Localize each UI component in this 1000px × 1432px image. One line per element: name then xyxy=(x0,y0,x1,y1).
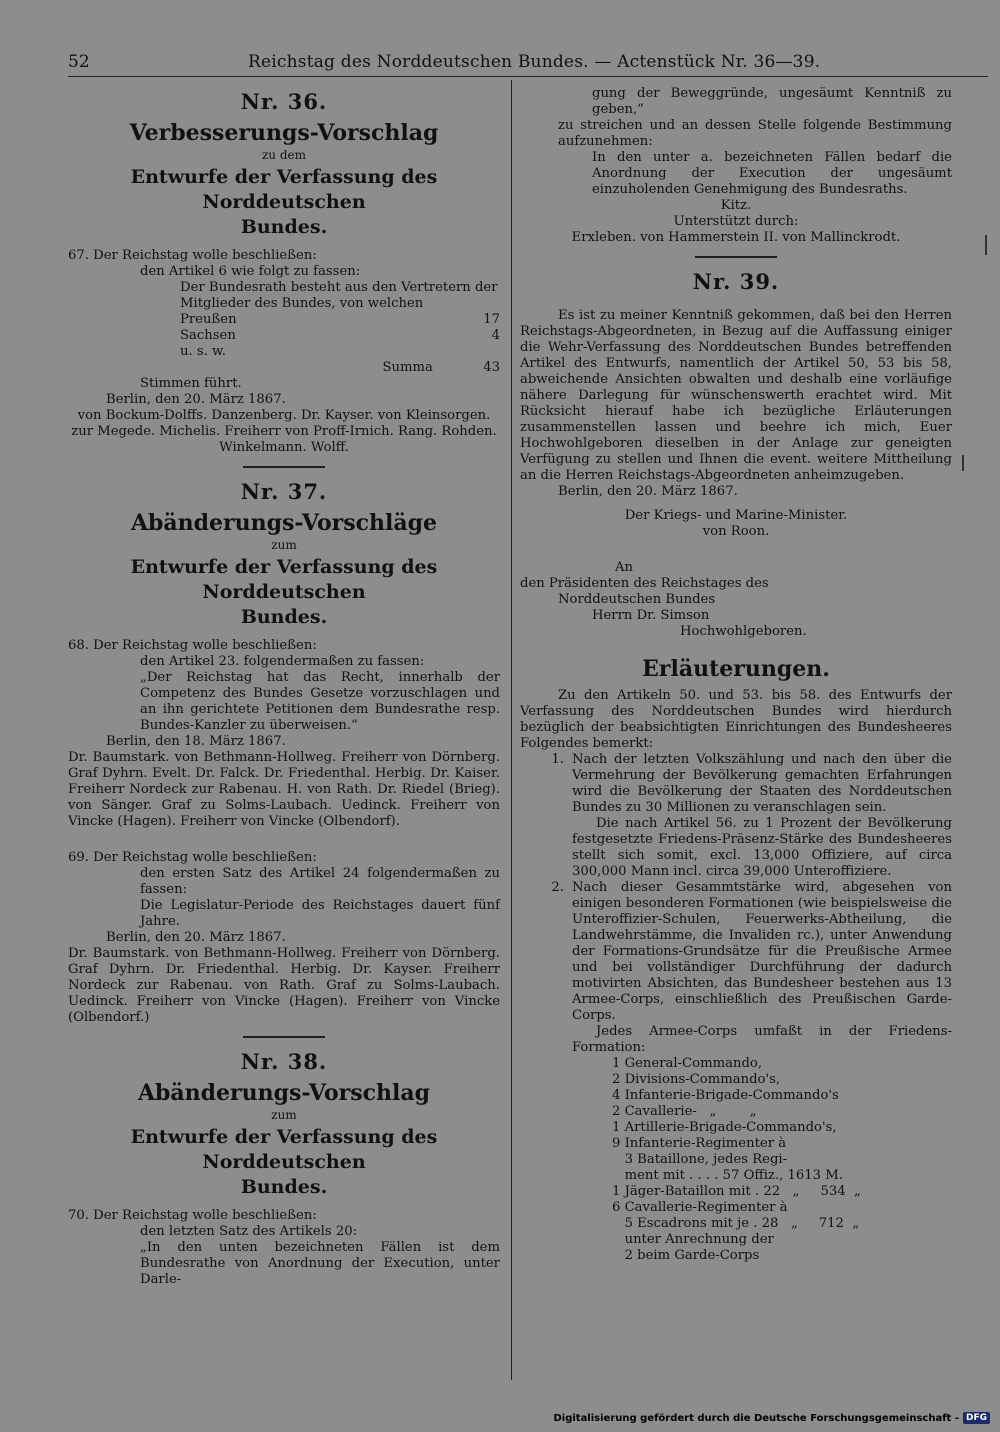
erl-intro: Zu den Artikeln 50. und 53. bis 58. des Entwurfs der Verfassung des Norddeutschen Bundes wird hierdurch bezüglich der beabsichtigten Einrichtungen des Bundesheeres Folgendes bemerkt: xyxy=(520,688,952,751)
list-item: 1 General-Commando, xyxy=(612,1056,763,1071)
subtitle-nr38-2: Bundes. xyxy=(240,1176,328,1198)
seat-row-preussen: Preußen 17 xyxy=(180,312,500,327)
heading-nr38: Nr. 38. xyxy=(240,1049,328,1074)
separator xyxy=(695,256,777,258)
motion-67-end: Stimmen führt. xyxy=(140,376,242,391)
address-line1: den Präsidenten des Reichstages des xyxy=(520,576,769,591)
margin-mark xyxy=(962,455,964,471)
motion-69-text: Die Legislatur-Periode des Reichstages dauert fünf Jahre. xyxy=(140,898,500,929)
title-nr36: Verbesserungs-Vorschlag xyxy=(129,120,439,146)
margin-mark xyxy=(985,235,987,255)
motion-68: 68. Der Reichstag wolle beschließen: xyxy=(68,638,317,653)
title-nr38: Abänderungs-Vorschlag xyxy=(137,1080,431,1106)
heading-nr37: Nr. 37. xyxy=(240,479,328,504)
list-item: 2 Cavallerie- „ „ xyxy=(612,1104,757,1119)
erl-item-2: 2. Nach dieser Gesammtstärke wird, abgesehen von einigen besonderen Formationen (wie beispielsweise die Unteroffizier-Schulen, Feuerwerks-Abtheilung, die Landwehrstämme, die Invaliden rc.), unter Anwendung der Formations-Grundsätze für die Preußische Armee und bei vollständiger Durchführung der dadurch motivirten Absichten, das Bundesheer bestehen aus 13 Armee-Corps, einschließlich des Preußischen Garde-Corps. xyxy=(551,880,952,1023)
footer-credit xyxy=(553,1412,990,1424)
minister-signature: von Roon. xyxy=(702,524,770,539)
separator xyxy=(243,1036,325,1038)
list-item: 2 beim Garde-Corps xyxy=(612,1248,760,1263)
subtitle-nr37-2: Bundes. xyxy=(240,606,328,628)
date-nr39: Berlin, den 20. März 1867. xyxy=(558,484,738,499)
supporters: Erxleben. von Hammerstein II. von Mallinckrodt. xyxy=(571,230,901,245)
erl-item-1: 1. Nach der letzten Volkszählung und nach den über die Vermehrung der Bevölkerung gemachten Erfahrungen wird die Bevölkerung der Staaten des Norddeutschen Bundes zu 30 Millionen zu veranschlagen sein. xyxy=(551,752,952,815)
motion-67-line3: Der Bundesrath besteht aus den Vertretern der xyxy=(180,280,498,295)
signatories-motion-69: Dr. Baumstark. von Bethmann-Hollweg. Freiherr von Dörnberg. Graf Dyhrn. Dr. Friedenthal. Herbig. Dr. Kayser. Freiherr Nordeck zur Rabenau. von Rath. Graf zu Solms-Laubach. Uedinck. Freiherr von Vincke (Hagen). Freiherr von Vincke (Olbendorf.) xyxy=(68,946,500,1025)
zu-nr37: zum xyxy=(271,538,297,552)
list-item: 1 Jäger-Bataillon mit . 22 „ 534 „ xyxy=(612,1184,861,1199)
title-nr37: Abänderungs-Vorschläge xyxy=(130,510,438,536)
erl-item-2-cont: Jedes Armee-Corps umfaßt in der Friedens-Formation: xyxy=(572,1024,952,1055)
subtitle-nr36-1: Entwurfe der Verfassung des Norddeutschen xyxy=(130,166,438,213)
column-divider xyxy=(511,80,512,1380)
subtitle-nr38-1: Entwurfe der Verfassung des Norddeutschen xyxy=(130,1126,438,1173)
zu-nr38: zum xyxy=(271,1108,297,1122)
motion-70: 70. Der Reichstag wolle beschließen: xyxy=(68,1208,317,1223)
formation-list xyxy=(520,1056,952,1264)
date-nr36: Berlin, den 20. März 1867. xyxy=(106,392,286,407)
motion-70-continued: gung der Beweggründe, ungesäumt Kenntniß zu geben,“ xyxy=(592,86,952,117)
minister-title: Der Kriegs- und Marine-Minister. xyxy=(624,508,848,523)
left-column xyxy=(68,86,500,1288)
list-item: ment mit . . . . 57 Offiz., 1613 M. xyxy=(612,1168,843,1183)
list-item: 9 Infanterie-Regimenter à xyxy=(612,1136,787,1151)
address-an: An xyxy=(615,560,634,575)
letter-body: Es ist zu meiner Kenntniß gekommen, daß bei den Herren Reichstags-Abgeordneten, in Bezug auf die Auffassung einiger die Wehr-Verfassung des Norddeutschen Bundes betreffenden Artikel des Entwurfs, namentlich der Artikel 50, 53 bis 58, abweichende Ansichten obwalten und deshalb eine vorläufige nähere Darlegung für wünschenswerth erachtet wird. Mit Rücksicht hierauf habe ich bezügliche Erläuterungen zusammenstellen lassen und beehre ich mich, Euer Hochwohlgeboren dieselben in der Anlage zur geneigten Verfügung zu stellen und Ihnen die event. weitere Mittheilung an die Herren Reichstags-Abgeordneten anheimzugeben. xyxy=(520,308,952,483)
list-item: 5 Escadrons mit je . 28 „ 712 „ xyxy=(612,1216,860,1231)
motion-69: 69. Der Reichstag wolle beschließen: xyxy=(68,850,317,865)
dfg-logo: DFG xyxy=(963,1412,990,1424)
author-kitz: Kitz. xyxy=(720,198,752,213)
motion-70-replacement: In den unter a. bezeichneten Fällen bedarf die Anordnung der Execution der ungesäumt einzuholenden Genehmigung des Bundesraths. xyxy=(592,150,952,197)
date-motion-69: Berlin, den 20. März 1867. xyxy=(106,930,286,945)
date-motion-68: Berlin, den 18. März 1867. xyxy=(106,734,286,749)
motion-67: 67. Der Reichstag wolle beschließen: xyxy=(68,248,317,263)
list-item: 6 Cavallerie-Regimenter à xyxy=(612,1200,788,1215)
erl-item-1-cont: Die nach Artikel 56. zu 1 Prozent der Bevölkerung festgesetzte Friedens-Präsenz-Stärke des Bundesheeres stellt sich somit, excl. 13,000 Offiziere, auf circa 300,000 Mann incl. circa 39,000 Unteroffiziere. xyxy=(572,816,952,879)
subtitle-nr37-1: Entwurfe der Verfassung des Norddeutschen xyxy=(130,556,438,603)
seat-row-sachsen: Sachsen 4 xyxy=(180,328,500,343)
signatories-motion-68: Dr. Baumstark. von Bethmann-Hollweg. Freiherr von Dörnberg. Graf Dyhrn. Evelt. Dr. Falck. Dr. Friedenthal. Herbig. Dr. Kaiser. Freiherr Nordeck zur Rabenau. H. von Rath. Dr. Riedel (Brieg). von Sänger. Graf zu Solms-Laubach. Uedinck. Freiherr von Vincke (Hagen). Freiherr von Vincke (Olbendorf). xyxy=(68,750,500,829)
motion-69-line2: den ersten Satz des Artikel 24 folgendermaßen zu fassen: xyxy=(140,866,500,897)
page-number: 52 xyxy=(68,52,90,72)
list-item: 1 Artillerie-Brigade-Commando's, xyxy=(612,1120,837,1135)
header-rule xyxy=(68,76,988,77)
right-column xyxy=(520,86,952,1264)
motion-70-instruction: zu streichen und an dessen Stelle folgende Bestimmung aufzunehmen: xyxy=(558,118,952,149)
signatories-nr36: von Bockum-Dolffs. Danzenberg. Dr. Kayser. von Kleinsorgen. zur Megede. Michelis. Freiherr von Proff-Irnich. Rang. Rohden. Winkelmann. Wolff. xyxy=(71,408,497,455)
motion-70-line2: den letzten Satz des Artikels 20: xyxy=(140,1224,358,1239)
address-line4: Hochwohlgeboren. xyxy=(680,624,807,639)
separator xyxy=(243,466,325,468)
list-item: 2 Divisions-Commando's, xyxy=(612,1072,781,1087)
subtitle-nr36-2: Bundes. xyxy=(240,216,328,238)
motion-67-line4: Mitglieder des Bundes, von welchen xyxy=(180,296,424,311)
heading-nr39: Nr. 39. xyxy=(692,269,780,294)
footer-text: Digitalisierung gefördert durch die Deutsche Forschungsgemeinschaft - xyxy=(553,1412,959,1424)
list-item: unter Anrechnung der xyxy=(612,1232,774,1247)
motion-70-text: „In den unten bezeichneten Fällen ist dem Bundesrathe von Anordnung der Execution, unter Darle- xyxy=(140,1240,500,1287)
motion-68-line2: den Artikel 23. folgendermaßen zu fassen: xyxy=(140,654,425,669)
motion-67-line2: den Artikel 6 wie folgt zu fassen: xyxy=(140,264,361,279)
motion-68-text: „Der Reichstag hat das Recht, innerhalb der Competenz des Bundes Gesetze vorzuschlagen und an ihn gerichtete Petitionen dem Bundesrathe resp. Bundes-Kanzler zu überweisen.“ xyxy=(140,670,500,733)
list-item: 3 Bataillone, jedes Regi- xyxy=(612,1152,788,1167)
heading-nr36: Nr. 36. xyxy=(240,89,328,114)
title-erlaeuterungen: Erläuterungen. xyxy=(642,656,830,682)
seat-sum-row: Summa 43 xyxy=(382,360,500,375)
seat-row-etc: u. s. w. xyxy=(180,344,226,359)
running-title: Reichstag des Norddeutschen Bundes. — Actenstück Nr. 36—39. xyxy=(248,52,821,72)
address-line3: Herrn Dr. Simson xyxy=(592,608,710,623)
supported-by: Unterstützt durch: xyxy=(673,214,799,229)
list-item: 4 Infanterie-Brigade-Commando's xyxy=(612,1088,839,1103)
zu-nr36: zu dem xyxy=(261,148,307,162)
address-line2: Norddeutschen Bundes xyxy=(558,592,716,607)
